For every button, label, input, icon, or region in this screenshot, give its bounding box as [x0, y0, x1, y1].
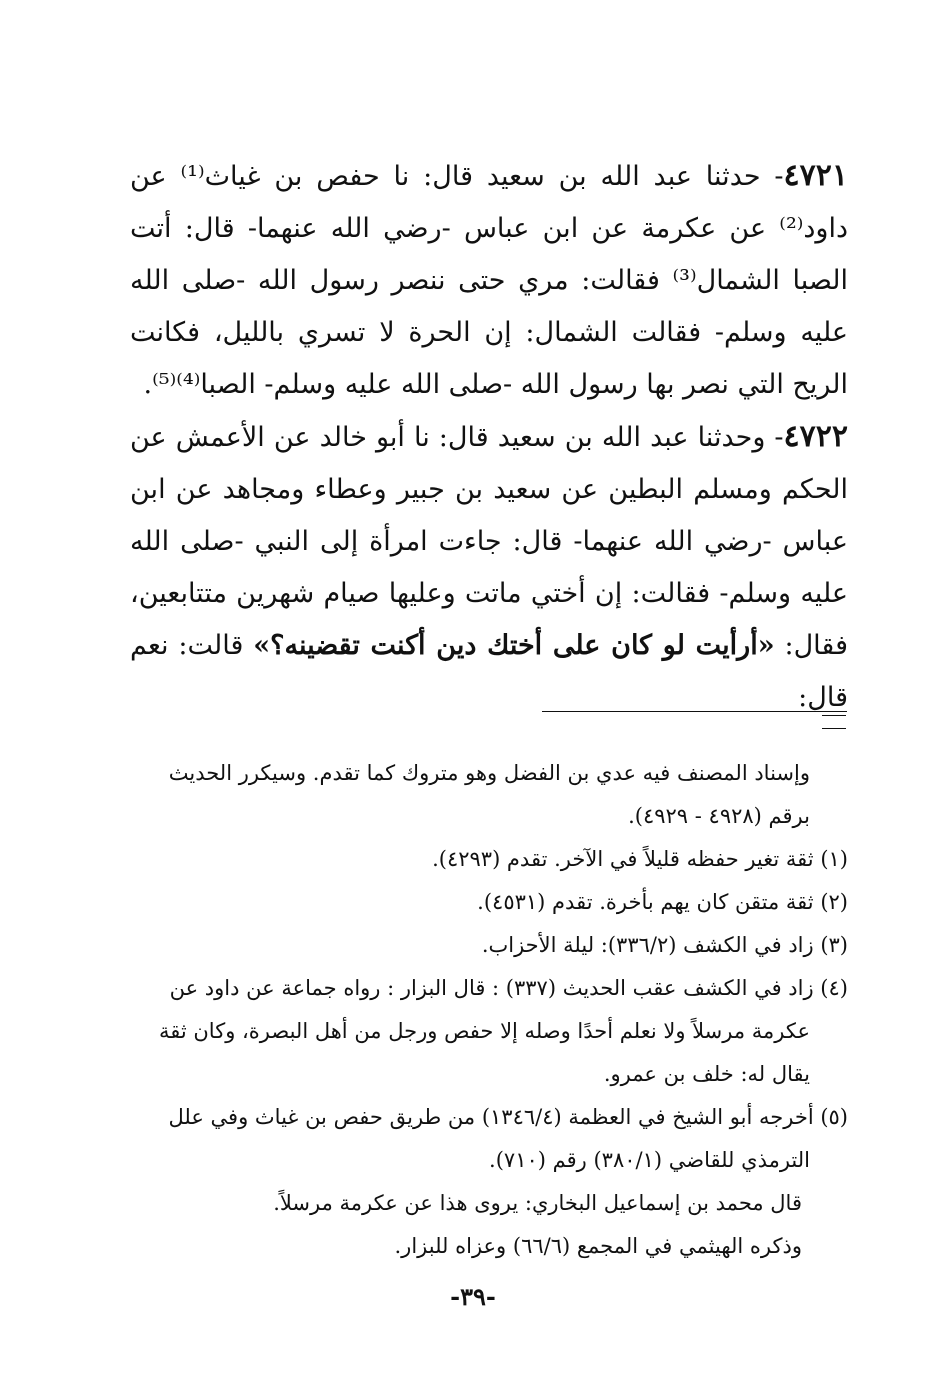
- footnote-5: (٥) أخرجه أبو الشيخ في العظمة (١٣٤٦/٤) من طريق حفص بن غياث وفي علل الترمذي للقاضي (٣٨٠/١) رقم (٧١٠).: [168, 1105, 848, 1172]
- footnote-1: (١) ثقة تغير حفظه قليلاً في الآخر. تقدم (٤٢٩٣).: [432, 847, 848, 871]
- page-number: -٣٩-: [450, 1282, 496, 1311]
- footnote-3: (٣) زاد في الكشف (٣٣٦/٢): ليلة الأحزاب.: [481, 933, 848, 957]
- hadith-text: - حدثنا عبد الله بن سعيد قال: نا حفص بن غياث⁽¹⁾ عن داود⁽²⁾ عن عكرمة عن ابن عباس -رضي الله عنهما- قال: أتت الصبا الشمال⁽³⁾ فقالت: مري حتى ننصر رسول الله -صلى الله عليه وسلم- فقالت الشمال: إن الحرة لا تسري بالليل، فكانت الريح التي نصر بها رسول الله -صلى الله عليه وسلم- الصبا⁽⁴⁾⁽⁵⁾.: [130, 161, 848, 400]
- footnote-5-note: قال محمد بن إسماعيل البخاري: يروى هذا عن عكرمة مرسلاً.: [273, 1191, 802, 1215]
- main-text: [130, 150, 848, 724]
- hadith-text-end: قالت: نعم قال:: [130, 630, 848, 713]
- hadith-quote: «أرأيت لو كان على أختك دين أكنت تقضينه؟»: [253, 630, 775, 661]
- hadith-number: ٤٧٢١: [783, 158, 848, 193]
- footnote-separator: [542, 711, 847, 712]
- hadith-4721: [130, 150, 848, 411]
- footnote-4: (٤) زاد في الكشف عقب الحديث (٣٣٧) : قال البزار : رواه جماعة عن داود عن عكرمة مرسلاً ولا نعلم أحدًا وصله إلا حفص ورجل من أهل البصرة، وكان ثقة يقال له: خلف بن عمرو.: [158, 976, 848, 1086]
- footnote-5-note: وذكره الهيثمي في المجمع (٦٦/٦) وعزاه للبزار.: [394, 1234, 802, 1258]
- footnote-2: (٢) ثقة متقن كان يهم بأخرة. تقدم (٤٥٣١).: [477, 890, 848, 914]
- footnote-continuation: وإسناد المصنف فيه عدي بن الفضل وهو متروك كما تقدم. وسيكرر الحديث: [168, 761, 810, 785]
- hadith-4722: [130, 411, 848, 724]
- hadith-text: - وحدثنا عبد الله بن سعيد قال: نا أبو خالد عن الأعمش عن الحكم ومسلم البطين عن سعيد بن جبير وعطاء ومجاهد عن ابن عباس -رضي الله عنهما- قال: جاءت امرأة إلى النبي -صلى الله عليه وسلم- فقالت: إن أختي ماتت وعليها صيام شهرين متتابعين، فقال:: [130, 422, 848, 661]
- hadith-number: ٤٧٢٢: [783, 419, 848, 454]
- footnote-continuation: برقم (٤٩٢٨ - ٤٩٢٩).: [628, 804, 810, 828]
- footnotes: [130, 752, 848, 1268]
- continuation-mark: [822, 715, 846, 729]
